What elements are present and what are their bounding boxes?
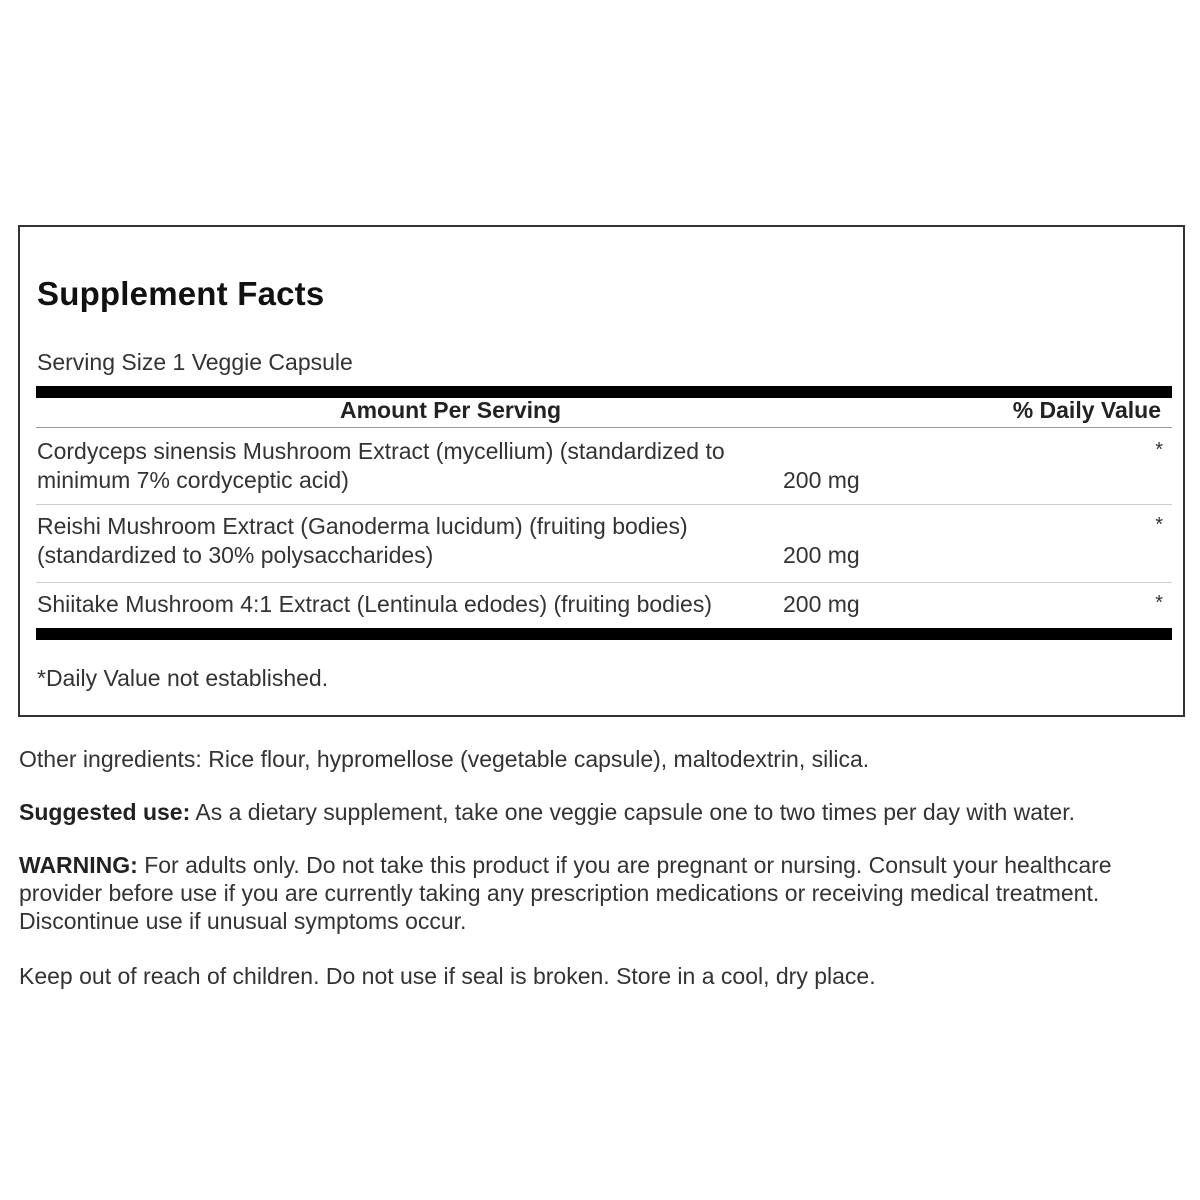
supplement-facts-panel	[18, 225, 1185, 717]
bottom-divider-bar	[36, 628, 1172, 640]
ingredient-amount-shiitake: 200 mg	[783, 591, 860, 617]
warning-label: WARNING:	[19, 852, 138, 878]
ingredient-daily-value-cordyceps: *	[1155, 439, 1163, 461]
suggested-use	[19, 798, 1189, 826]
top-divider-bar	[36, 386, 1172, 398]
ingredient-name-shiitake: Shiitake Mushroom 4:1 Extract (Lentinula edodes) (fruiting bodies)	[37, 591, 713, 617]
serving-size: Serving Size 1 Veggie Capsule	[37, 349, 353, 375]
ingredient-name-reishi: Reishi Mushroom Extract (Ganoderma lucidum) (fruiting bodies) (standardized to 30% polysaccharides)	[37, 513, 688, 568]
ingredient-daily-value-reishi: *	[1155, 514, 1163, 536]
ingredient-name-cordyceps: Cordyceps sinensis Mushroom Extract (mycellium) (standardized to minimum 7% cordyceptic acid)	[37, 438, 725, 493]
warning-text: For adults only. Do not take this product if you are pregnant or nursing. Consult your healthcare provider before use if you are currently taking any prescription medications or receiving medical treatment. Discontinue use if unusual symptoms occur.	[19, 852, 1112, 934]
ingredient-amount-reishi: 200 mg	[783, 542, 860, 568]
panel-title: Supplement Facts	[37, 275, 325, 312]
daily-value-header: % Daily Value	[1012, 397, 1161, 423]
suggested-use-label: Suggested use:	[19, 799, 191, 825]
amount-per-serving-header: Amount Per Serving	[340, 397, 562, 423]
ingredient-daily-value-shiitake: *	[1155, 592, 1163, 614]
warning	[19, 851, 1189, 935]
row-divider	[36, 582, 1172, 583]
row-divider	[36, 504, 1172, 505]
suggested-use-text: As a dietary supplement, take one veggie capsule one to two times per day with water.	[190, 799, 1075, 825]
other-ingredients: Other ingredients: Rice flour, hypromellose (vegetable capsule), maltodextrin, silica.	[19, 746, 870, 772]
storage-instructions: Keep out of reach of children. Do not use if seal is broken. Store in a cool, dry place.	[19, 963, 876, 989]
ingredient-amount-cordyceps: 200 mg	[783, 467, 860, 493]
daily-value-footnote: *Daily Value not established.	[37, 665, 329, 691]
header-divider	[36, 427, 1172, 428]
